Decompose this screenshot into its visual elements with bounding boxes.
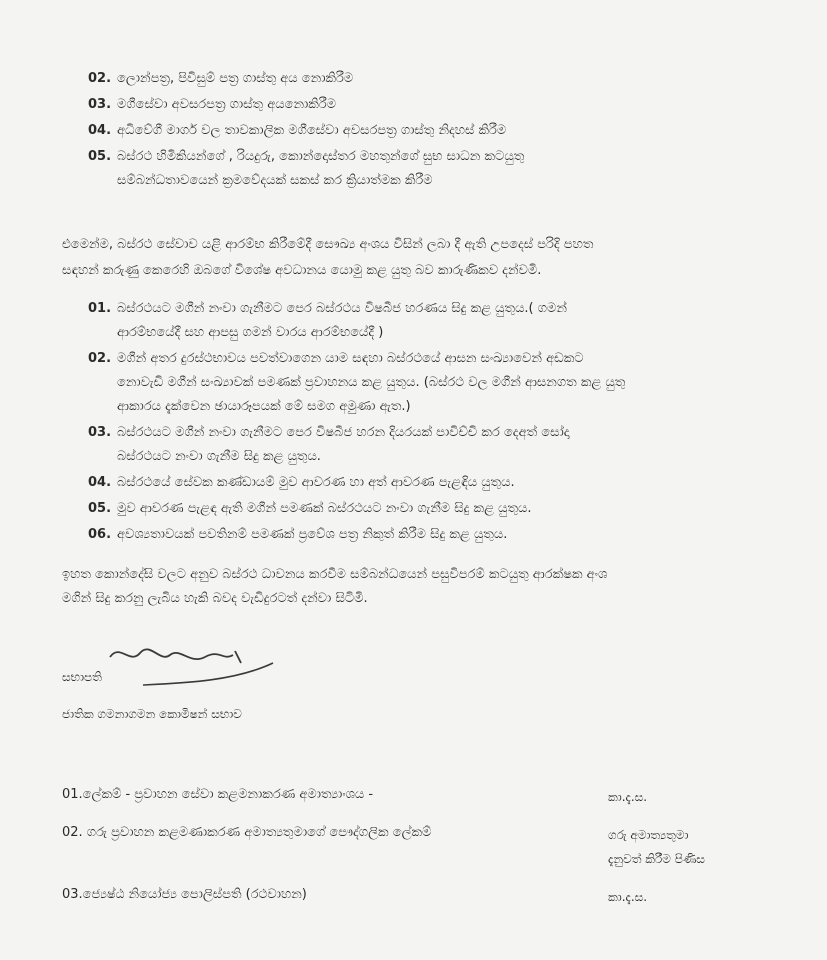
s2-item-text: බස්රථයට මගීන් නංවා ගැනීමට පෙර විෂබීජ හරන දියරයක් පාවිච්චි කර දෙඅත් සෝදා [117, 425, 570, 440]
s1-item-number: 04. [88, 123, 112, 138]
signatory-title: සභාපති [62, 670, 102, 684]
s1-item-text: මගීසේවා අවසරපත්‍ර ගාස්තු අයනොකිරීම [117, 97, 337, 112]
copy-recipient: 02. ගරු ප්‍රවාහන කළමණාකරණ අමාත්‍යතුමාගේ පෞද්ගලික ලේකම් [62, 825, 432, 840]
s1-item-text: අධිවේගී මාර්ග වල තාවකාලික මගීසේවා අවසරපත්‍ර ගාස්තු නිදහස් කිරීම [117, 123, 507, 138]
s2-item-text-cont: ආරම්භයේදී සහ ආපසු ගමන් වාරය ආරම්භයේදී ) [117, 325, 384, 340]
handwritten-signature [105, 635, 285, 695]
s2-item-text: බස්රථයේ සේවක කණ්ඩායම් මුව ආවරණ හා අත් ආවරණ පැළඳිය යුතුය. [117, 475, 515, 490]
s2-item-text-cont: බස්රථයට නංවා ගැනීම සිදු කළ යුතුය. [117, 449, 321, 464]
copy-note-cont: දැනුවත් කිරීම පිණිස [608, 852, 705, 866]
para2-line: මගින් සිදු කරනු ලැබිය හැකි බවද වැඩිදුරටත් දන්වා සිටිමි. [62, 591, 368, 606]
s2-item-text: මුව ආවරණ පැළඳ ඇති මගීන් පමණක් බස්රථයට නංවා ගැනීම සිදු කළ යුතුය. [117, 501, 532, 516]
s2-item-text: බස්රථයට මගීන් නංවා ගැනීමට පෙර බස්රථය විෂබීජ හරණය සිදු කළ යුතුය.( ගමන් [117, 301, 567, 316]
s2-item-number: 05. [88, 501, 112, 516]
organization-name: ජාතික ගමනාගමන කොමිෂන් සභාව [62, 707, 242, 721]
s2-item-text-cont: ආකාරය දැක්වෙන ඡායාරූපයක් මේ සමග අමුණා ඇත.) [117, 399, 411, 414]
s2-item-number: 02. [88, 351, 112, 366]
s2-item-number: 04. [88, 475, 112, 490]
s1-item-number: 03. [88, 97, 112, 112]
copy-note: ගරු අමාත්‍යතුමා [608, 828, 689, 842]
s1-item-text: ලොන්පත්‍ර, පිවිසුම් පත්‍ර ගාස්තු අය නොකිරීම [117, 71, 354, 86]
s1-item-number: 05. [88, 149, 112, 164]
para1-line: එමෙන්ම, බස්රථ සේවාව යළි ආරම්භ කිරීමේදී සෞඛ්‍ය අංශය විසින් ලබා දී ඇති උපදෙස් පරිදි පහත [62, 237, 594, 252]
s2-item-text: මගීන් අතර දුරස්ථභාවය පවත්වාගෙන යාම සඳහා බස්රථයේ ආසන සංඛ්‍යාවෙන් අඩකට [117, 351, 584, 366]
s1-item-number: 02. [88, 71, 112, 86]
s2-item-text: අවශ්‍යතාවයක් පවතිනම් පමණක් ප්‍රවේශ පත්‍ර නිකුත් කිරීම සිදු කළ යුතුය. [117, 527, 508, 542]
s2-item-number: 06. [88, 527, 112, 542]
para1-line: සඳහන් කරුණු කෙරෙහි ඔබගේ විශේෂ අවධානය යොමු කළ යුතු බව කාරුණිකව දන්වමි. [62, 263, 542, 278]
copy-note: කා.දැ.ස. [608, 790, 648, 804]
copy-recipient: 03.ජ්‍යෙෂ්ඨ නියෝජ්‍ය පොලිස්පති (රථවාහන) [62, 887, 307, 902]
s1-item-text: බස්රථ හිමිකියන්ගේ , රියදුරු, කොන්දොස්තර මහතුන්ගේ සුභ සාධන කටයුතු [117, 149, 525, 164]
para2-line: ඉහත කොන්දේසි වලට අනුව බස්රථ ධාවනය කරවීම සම්බන්ධයෙන් පසුවිපරම් කටයුතු ආරක්ෂක අංශ [62, 567, 608, 582]
copy-recipient: 01.ලේකම් - ප්‍රවාහන සේවා කළමනාකරණ අමාත්‍යාංශය - [62, 787, 374, 802]
s2-item-number: 03. [88, 425, 112, 440]
s2-item-number: 01. [88, 301, 112, 316]
s1-item-text-cont: සම්බන්ධතාවයෙන් ක්‍රමවේදයක් සකස් කර ක්‍රියාත්මක කිරීම [117, 173, 433, 188]
copy-note: කා.දැ.ස. [608, 890, 648, 904]
s2-item-text-cont: නොවැඩි මගීන් සංඛ්‍යාවක් පමණක් ප්‍රවාහනය කළ යුතුය. (බස්රථ වල මගීන් ආසනගත කළ යුතු [117, 375, 626, 390]
